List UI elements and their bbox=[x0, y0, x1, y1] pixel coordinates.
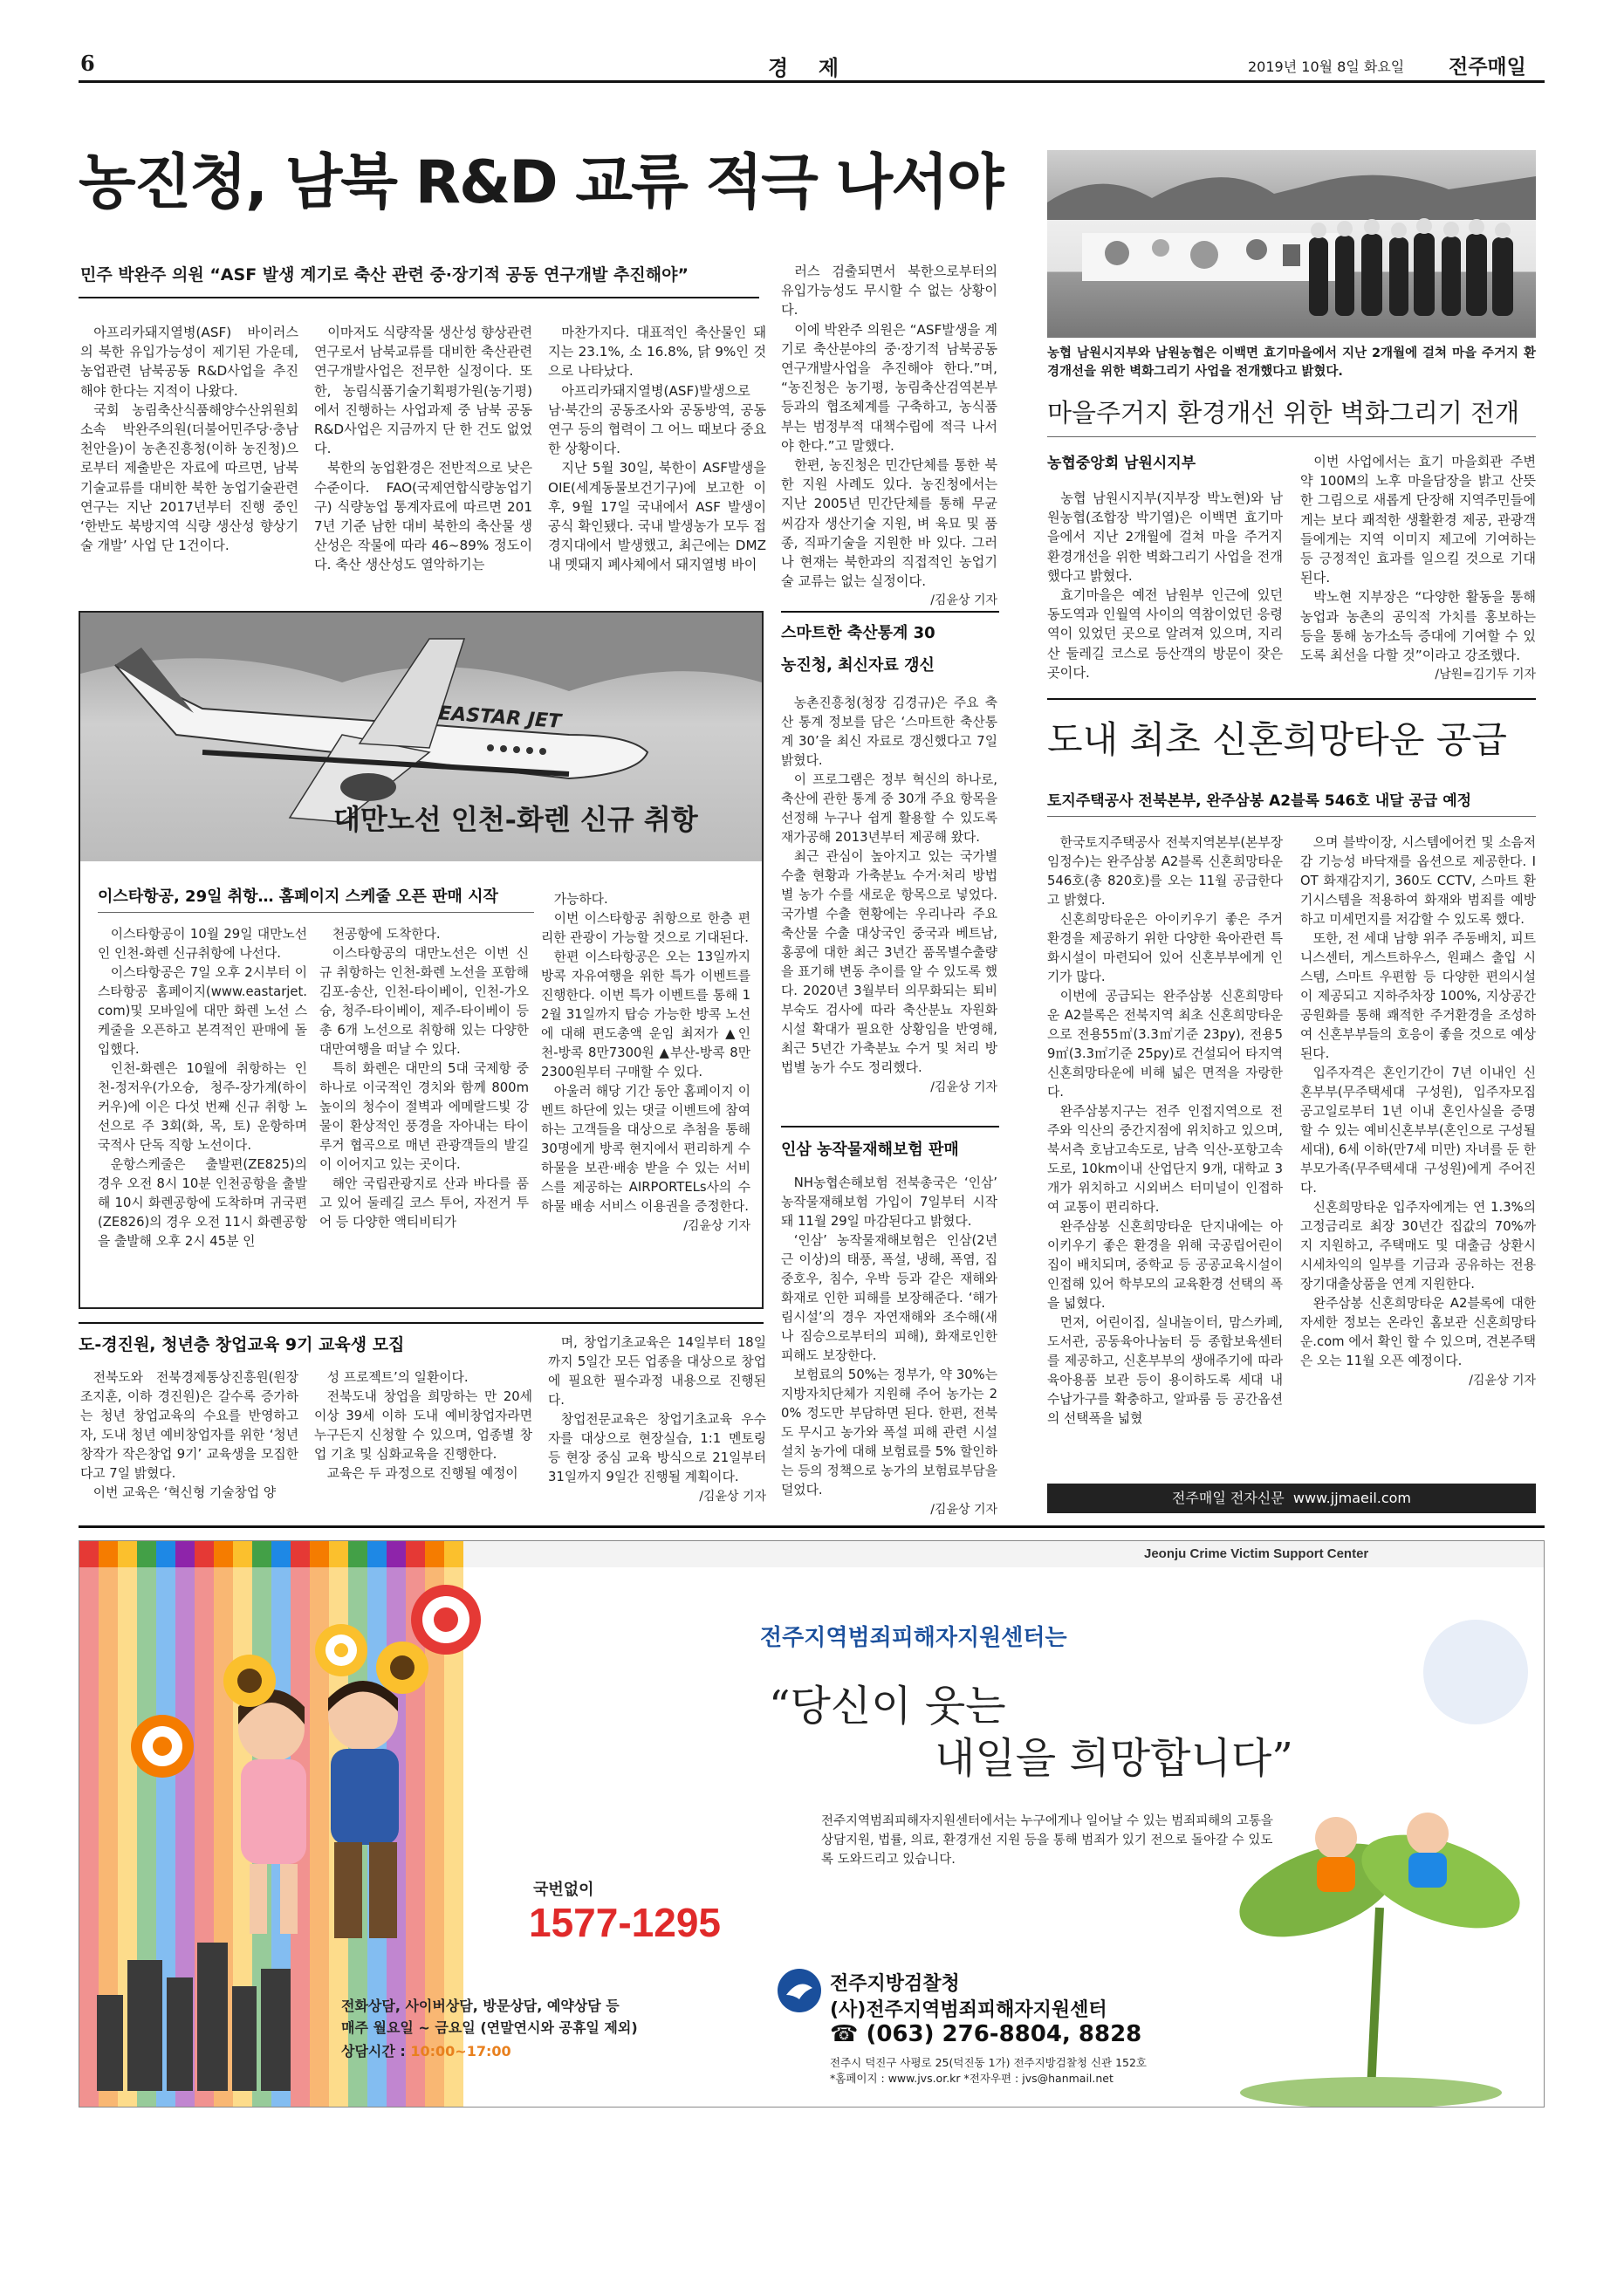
airline-head-rule bbox=[98, 912, 534, 913]
mural-photo bbox=[1047, 150, 1536, 338]
insurance-top-rule bbox=[781, 1126, 999, 1127]
lead-byline: /김윤상 기자 bbox=[930, 593, 997, 608]
mural-photo-art bbox=[1047, 150, 1536, 338]
aircraft-brand: EASTAR JET bbox=[437, 703, 562, 733]
mural-photo-caption: 농협 남원시지부와 남원농협은 이백면 효기마을에서 지난 2개월에 걸쳐 마을 주거지 환경개선을 위한 벽화그리기 사업을 전개했다고 밝혔다. bbox=[1047, 346, 1536, 379]
airline-column-3: 가능하다. 이번 이스타항공 취항으로 한층 편리한 관광이 가능할 것으로 기대된다. 한편 이스타항공은 오는 13일까지 방콕 자유여행을 위한 특가 이벤트를 진행한다. 이번 특가 이벤트를 통해 12월 31일까지 탑승 가능한 방콕 노선에 대해 편도총액 운임 최저가 ▲인천-방콕 8만7300원 ▲부산-방콕 8만2300원부터 구매할 수 있다. 아울러 해당 기간 동안 홈페이지 이벤트 하단에 있는 댓글 이벤트에 참여하는 고객들을 대상으로 추첨을 통해 30명에게 방콕 현지에서 편리하게 수하물을 보관·배송 받을 수 있는 서비스를 제공하는 AIRPORTELs사의 수하물 배송 서비스 이용권을 증정한다. /김윤상 기자 bbox=[541, 890, 750, 1236]
stats-byline: /김윤상 기자 bbox=[930, 1080, 997, 1094]
housing-headline: 도내 최초 신혼희망타운 공급 bbox=[1047, 718, 1507, 761]
ad-org-center: (사)전주지역범죄피해자지원센터 bbox=[830, 1999, 1107, 2021]
youth-column-1: 전북도와 전북경제통상진흥원(원장 조지훈, 이하 경진원)은 갈수록 증가하는 청년 창업교육의 수요를 반영하고자, 도내 청년 예비창업자를 위한 ‘청년창작가 작은창업 9기’ 교육생을 모집한다고 7일 밝혔다. 이번 교육은 ‘혁신형 기술창업 양 bbox=[80, 1370, 298, 1500]
housing-column-1: 한국토지주택공사 전북지역본부(본부장 임정수)는 완주삼봉 A2블록 신혼희망타운 546호(총 820호)를 오는 11월 공급한다고 밝혔다. 신혼희망타운은 아이키우기 좋은 주거환경을 제공하기 위한 다양한 육아관련 특화시설이 마련되어 있어 신혼부부에게 인기가 많다. 이번에 공급되는 완주삼봉 신혼희망타운 A2블록은 전북지역 최초 신혼희망타운으로 전용55㎡(3.3㎡기준 23py), 전용59㎡(3.3㎡기준 25py)로 건설되어 타지역 신혼희망타운에 비해 넓은 면적을 자랑한다. 완주삼봉지구는 전주 인접지역으로 전주와 익산의 중간지점에 위치하고 있으며, 북서측 호남고속도로, 남측 익산-포항고속도로, 10km이내 산업단지 9개, 대학교 3개가 위치하고 시외버스 터미널이 인접하여 교통이 편리하다. 완주삼봉 신혼희망타운 단지내에는 아이키우기 좋은 환경을 위해 국공립어린이집이 배치되며, 중학교 등 공공교육시설이 인접해 있어 학부모의 교육환경 선택의 폭을 넓혔다. 먼저, 어린이집, 실내놀이터, 맘스카페, 도서관, 공동육아나눔터 등 종합보육센터를 제공하고, 신혼부부의 생애주기에 따라 육아용품 보관 등이 용이하도록 세대 내 수납가구를 확충하고, 알파룸 등 공간옵션의 선택폭을 넓혔 bbox=[1047, 835, 1283, 1426]
ad-slogan-line-2: 내일을 희망합니다” bbox=[935, 1734, 1293, 1783]
ad-org-prosecutor: 전주지방검찰청 bbox=[830, 1973, 960, 1995]
crime-victim-ad bbox=[79, 1540, 1545, 2108]
lead-column-3: 마찬가지다. 대표적인 축산물인 돼지는 23.1%, 소 16.8%, 닭 9%인 것으로 나타났다. 아프리카돼지열병(ASF)발생으로 남·북간의 공동조사와 공동방역, 공동연구 등의 협력이 그 어느 때보다 중요한 상황이다. 지난 5월 30일, 북한이 ASF발생을 OIE(세계동물보건기구)에 보고한 이후, 9월 17일 국내에서 ASF 발생이 공식 확인됐다. 국내 발생농가 모두 접경지대에서 발생했고, 최근에는 DMZ 내 멧돼지 폐사체에서 돼지열병 바이 bbox=[548, 325, 766, 573]
mural-subhead: 농협중앙회 남원시지부 bbox=[1047, 455, 1196, 472]
airline-byline: /김윤상 기자 bbox=[683, 1219, 750, 1233]
airline-headline: 이스타항공, 29일 취항… 홈페이지 스케줄 오픈 판매 시작 bbox=[98, 888, 498, 906]
lead-headline: 농진청, 남북 R&D 교류 적극 나서야 bbox=[79, 148, 1003, 217]
prosecutor-logo-icon bbox=[778, 1969, 821, 2012]
youth-column-3: 며, 창업기초교육은 14일부터 18일까지 5일간 모든 업종을 대상으로 창업에 필요한 필수과정 내용으로 진행된다. 창업전문교육은 창업기초교육 우수자를 대상으로 현장실습, 1:1 멘토링 등 현장 중심 교육 방식으로 21일부터 31일까지 9일간 진행될 계획이다. /김윤상 기자 bbox=[548, 1333, 766, 1506]
ad-address: 전주시 덕진구 사평로 25(덕진동 1가) 전주지방검찰청 신관 152호 bbox=[830, 2056, 1148, 2069]
insurance-headline: 인삼 농작물재해보험 판매 bbox=[781, 1141, 959, 1159]
housing-column-2: 으며 블박이장, 시스템에어컨 및 소음저감 기능성 바닥재를 옵션으로 제공한다. IOT 화재감지기, 360도 CCTV, 스마트 환기시스템을 적용하여 화재와 범죄를 예방하고 미세먼지를 저감할 수 있도록 했다. 또한, 전 세대 남향 위주 주동배치, 피트니스센터, 게스트하우스, 원패스 출입 시스템, 스마트 우편함 등 다양한 편의시설이 제공되고 지하주차장 100%, 지상공간 공원화를 통해 쾌적한 주거환경을 조성하여 신혼부부들의 호응이 좋을 것으로 예상된다. 입주자격은 혼인기간이 7년 이내인 신혼부부(무주택세대 구성원), 입주자모집 공고일로부터 1년 이내 혼인사실을 증명할 수 있는 예비신혼부부(혼인으로 구성될 세대), 6세 이하(만7세 미만) 자녀를 둔 한부모가족(무주택세대 구성원)에게 주어진다. 신혼희망타운 입주자에게는 연 1.3%의 고정금리로 최장 30년간 집값의 70%까지 지원하고, 주택매도 및 대출금 상환시 시세차익의 일부를 기금과 공유하는 전용 장기대출상품을 연계 지원한다. 완주삼봉 신혼희망타운 A2블록에 대한 자세한 정보는 온라인 홈보관 신혼희망타운.com 에서 확인 할 수 있으며, 견본주택은 오는 11월 오픈 예정이다. /김윤상 기자 bbox=[1300, 833, 1536, 1390]
youth-top-rule bbox=[79, 1322, 764, 1324]
housing-subhead: 토지주택공사 전북본부, 완주삼봉 A2블록 546호 내달 공급 예정 bbox=[1047, 792, 1472, 810]
airline-column-1: 이스타항공이 10월 29일 대만노선인 인천-화렌 신규취항에 나선다. 이스타항공은 7일 오후 2시부터 이스타항공 홈페이지(www.eastarjet.com)및 모바일에 대만 화렌 노선 스케줄을 오픈하고 본격적인 판매에 돌입했다. 인천-화렌은 10월에 취항하는 인천-정저우(가오슝, 청주-장가계(하이커우)에 이은 다섯 번째 신규 취항 노선으로 주 3회(화, 목, 토) 운항하며 국적사 단독 직항 노선이다. 운항스케줄은 출발편(ZE825)의 경우 오전 8시 10분 인천공항을 출발해 10시 화렌공항에 도착하며 귀국편(ZE826)의 경우 오전 11시 화렌공항을 출발해 오후 2시 45분 인 bbox=[98, 927, 307, 1249]
lead-subhead: 민주 박완주 의원 “ASF 발생 계기로 축산 관련 중·장기적 공동 연구개발 추진해야” bbox=[80, 265, 689, 284]
ad-hotline-label: 국번없이 bbox=[533, 1881, 594, 1899]
stats-headline-1: 스마트한 축산통계 30 bbox=[781, 624, 935, 642]
ad-hours-label: 상담시간 : bbox=[341, 2043, 406, 2060]
section-label: 경 제 bbox=[768, 55, 845, 80]
mural-byline: /남원=김기두 기자 bbox=[1435, 668, 1536, 682]
issue-date: 2019년 10월 8일 화요일 bbox=[1248, 58, 1405, 75]
mural-headline: 마을주거지 환경개선 위한 벽화그리기 전개 bbox=[1047, 398, 1520, 428]
stats-top-rule bbox=[781, 611, 999, 613]
page-number: 6 bbox=[80, 51, 95, 76]
ad-phone: ☎ (063) 276-8804, 8828 bbox=[830, 2021, 1142, 2047]
ad-web[interactable]: *홈페이지 : www.jvs.or.kr *전자우편 : jvs@hanmail.net bbox=[830, 2072, 1114, 2085]
e-paper-banner[interactable]: 전주매일 전자신문 www.jjmaeil.com bbox=[1047, 1484, 1536, 1513]
housing-byline: /김윤상 기자 bbox=[1469, 1374, 1536, 1388]
airline-photo-caption: 대만노선 인천-화렌 신규 취항 bbox=[333, 803, 698, 836]
airline-column-2: 천공항에 도착한다. 이스타항공의 대만노선은 이번 신규 취항하는 인천-화렌 노선을 포함해 김포-송산, 인천-타이베이, 인천-가오슝, 청주-타이베이, 제주-타이베이 등 총 6개 노선으로 취항해 있는 다양한 대만여행을 떠날 수 있다. 특히 화렌은 대만의 5대 국제항 중 하나로 이국적인 경치와 함께 800m 높이의 청수이 절벽과 에메랄드빛 강물이 환상적인 풍경을 자아내는 타이루거 협곡으로 매년 관광객들의 발길이 이어지고 있는 곳이다. 해안 국립관광지로 산과 바다를 품고 있어 둘레길 코스 투어, 자전거 투어 등 다양한 액티비티가 bbox=[319, 927, 529, 1230]
mural-column-1: 농협 남원시지부(지부장 박노현)와 남원농협(조합장 박기열)은 이백면 효기마을에서 지난 2개월에 걸쳐 마을 주거지 환경개선을 위한 벽화그리기 사업을 전개했다고 밝혔다. 효기마을은 예전 남원부 인근에 있던 동도역과 인월역 사이의 역참이었던 응령역이 있었던 곳으로 알려져 있으며, 지리산 둘레길 코스로 등산객의 방문이 잦은 곳이다. bbox=[1047, 490, 1283, 681]
lead-column-4: 러스 검출되면서 북한으로부터의 유입가능성도 무시할 수 없는 상황이다. 이에 박완주 의원은 “ASF발생을 계기로 축산분야의 중·장기적 남북공동 연구개발사업을 추진해야 한다.”며, “농진청은 농기평, 농림축산검역본부 등과의 협조체계를 구축하고, 농식품부는 범정부적 대책수립에 적극 나서야 한다.”고 말했다. 한편, 농진청은 민간단체를 통한 북한 지원 사례도 있다. 농진청에서는 지난 2005년 민간단체를 통해 무균 씨감자 생산기술 지원, 벼 육묘 및 품종, 직파기술을 지원한 바 있다. 그러나 현재는 북한과의 직접적인 농업기술 교류는 없는 실정이다. /김윤상 기자 bbox=[781, 262, 997, 611]
ad-hours-time: 10:00~17:00 bbox=[410, 2043, 511, 2060]
lead-column-1: 아프리카돼지열병(ASF) 바이러스의 북한 유입가능성이 제기된 가운데, 농업관련 남북공동 R&D사업을 추진해야 한다는 지적이 나왔다. 국회 농림축산식품해양수산위원회 소속 박완주의원(더불어민주당·충남 천안을)이 농촌진흥청(이하 농진청)으로부터 제출받은 자료에 따르면, 남북기술교류를 대비한 북한 농업기술관련 연구는 지난 2017년부터 진행 중인 ‘한반도 북방지역 식량 생산성 향상기술 개발’ 사업 단 1건이다. bbox=[80, 325, 298, 554]
housing-top-rule bbox=[1047, 698, 1536, 700]
stats-body: 농촌진흥청(청장 김경규)은 주요 축산 통계 정보를 담은 ‘스마트한 축산통계 30’을 최신 자료로 갱신했다고 7일 밝혔다. 이 프로그램은 정부 혁신의 하나로, 축산에 관한 통계 중 30개 주요 항목을 선정해 누구나 쉽게 활용할 수 있도록 재가공해 2013년부터 제공해 왔다. 최근 관심이 높아지고 있는 국가별 수출 현황과 가축분뇨 수거·처리 방법별 농가 수를 새로운 항목으로 넣었다. 국가별 수출 현황에는 우리나라 주요 축산물 수출 대상국인 중국과 베트남, 홍콩에 대한 최근 3년간 품목별수출량을 표기해 변동 추이를 알 수 있도록 했다. 2020년 3월부터 의무화되는 퇴비 부숙도 검사에 따라 축산분뇨 자원화 시설 확대가 필요한 상황임을 반영해, 최근 5년간 가축분뇨 수거 및 처리 방법별 농가 수도 정리했다. /김윤상 기자 bbox=[781, 694, 997, 1097]
youth-headline: 도-경진원, 청년층 창업교육 9기 교육생 모집 bbox=[79, 1335, 405, 1354]
mural-head-rule bbox=[1047, 436, 1536, 437]
ad-lead-line: 전주지역범죄피해자지원센터는 bbox=[760, 1625, 1067, 1651]
ad-slogan-line-1: “당신이 웃는 bbox=[769, 1682, 1006, 1731]
insurance-body: NH농협손해보험 전북총국은 ‘인삼’ 농작물재해보험 가입이 7일부터 시작돼 11월 29일 마감된다고 밝혔다. ‘인삼’ 농작물재해보험은 인삼(2년근 이상)의 태풍, 폭설, 냉해, 폭염, 집중호우, 침수, 우박 등과 같은 재해와 화재로 인한 피해를 보장해준다. ‘해가림시설’의 경우 자연재해와 조수해(새나 짐승으로부터의 피해), 화재로인한 피해도 보장한다. 보험료의 50%는 정부가, 약 30%는 지방자치단체가 지원해 주어 농가는 20% 정도만 부담하면 된다. 한편, 전북도 무시고 농가와 폭설 피해 관련 시설 설치 농가에 대해 보험료를 5% 할인하는 등의 정책으로 농가의 보험료부담을 덜었다. /김윤상 기자 bbox=[781, 1174, 997, 1519]
ad-hours bbox=[341, 2040, 511, 2060]
youth-column-2: 성 프로젝트’의 일환이다. 전북도내 창업을 희망하는 만 20세 이상 39세 이하 도내 예비창업자라면 누구든지 신청할 수 있으며, 업종별 창업 기초 및 심화교육을 진행한다. 교육은 두 과정으로 진행될 예정이 bbox=[314, 1370, 532, 1481]
ad-description: 전주지역범죄피해자지원센터에서는 누구에게나 일어날 수 있는 범죄피해의 고통을 상담지원, 법률, 의료, 환경개선 지원 등을 통해 범죄가 있기 전으로 돌아갈 수 있도록 도와드리고 있습니다. bbox=[821, 1814, 1273, 1867]
lead-subhead-rule bbox=[79, 297, 759, 298]
insurance-byline: /김윤상 기자 bbox=[930, 1503, 997, 1517]
mural-column-2: 이번 사업에서는 효기 마을회관 주변 약 100M의 노후 마을담장을 밝고 산뜻한 그림으로 새롭게 단장해 지역주민들에게는 보다 쾌적한 생활환경 제공, 관광객들에게는 지역 이미지 제고에 기여하는 등 긍정적인 효과를 일으킬 것으로 기대된다. 박노현 지부장은 “다양한 활동을 통해 농업과 농촌의 공익적 가치를 홍보하는 등을 통해 농가소득 증대에 기여할 수 있도록 최선을 다할 것”이라고 강조했다. /남원=김기두 기자 bbox=[1300, 452, 1536, 684]
housing-sub-rule bbox=[1047, 816, 1536, 817]
paper-name: 전주매일 bbox=[1449, 56, 1526, 79]
ad-hotline-number: 1577-1295 bbox=[529, 1900, 721, 1945]
stats-headline-2: 농진청, 최신자료 갱신 bbox=[781, 656, 935, 675]
ad-separator bbox=[79, 1525, 1545, 1528]
airline-photo bbox=[80, 613, 762, 861]
header-rule bbox=[79, 80, 1545, 83]
lead-column-2: 이마저도 식량작물 생산성 향상관련 연구로서 남북교류를 대비한 축산관련 연구개발사업은 전무한 실정이다. 또한, 농림식품기술기획평가원(농기평)에서 진행하는 사업과제 중 남북 공동 R&D사업은 지금까지 단 한 건도 없었다. 북한의 농업환경은 전반적으로 낮은 수준이다. FAO(국제연합식량농업기구) 식량농업 통계자료에 따르면 2017년 기준 남한 대비 북한의 축산물 생산성은 작물에 따라 46~89% 정도이다. 축산 생산성도 열악하기는 bbox=[314, 325, 532, 573]
ad-services: 전화상담, 사이버상담, 방문상담, 예약상담 등 bbox=[341, 1998, 620, 2014]
ad-org-english: Jeonju Crime Victim Support Center bbox=[1144, 1546, 1369, 1561]
ad-hours-days: 매주 월요일 ~ 금요일 (연말연시와 공휴일 제외) bbox=[341, 2019, 638, 2036]
youth-byline: /김윤상 기자 bbox=[699, 1490, 766, 1504]
